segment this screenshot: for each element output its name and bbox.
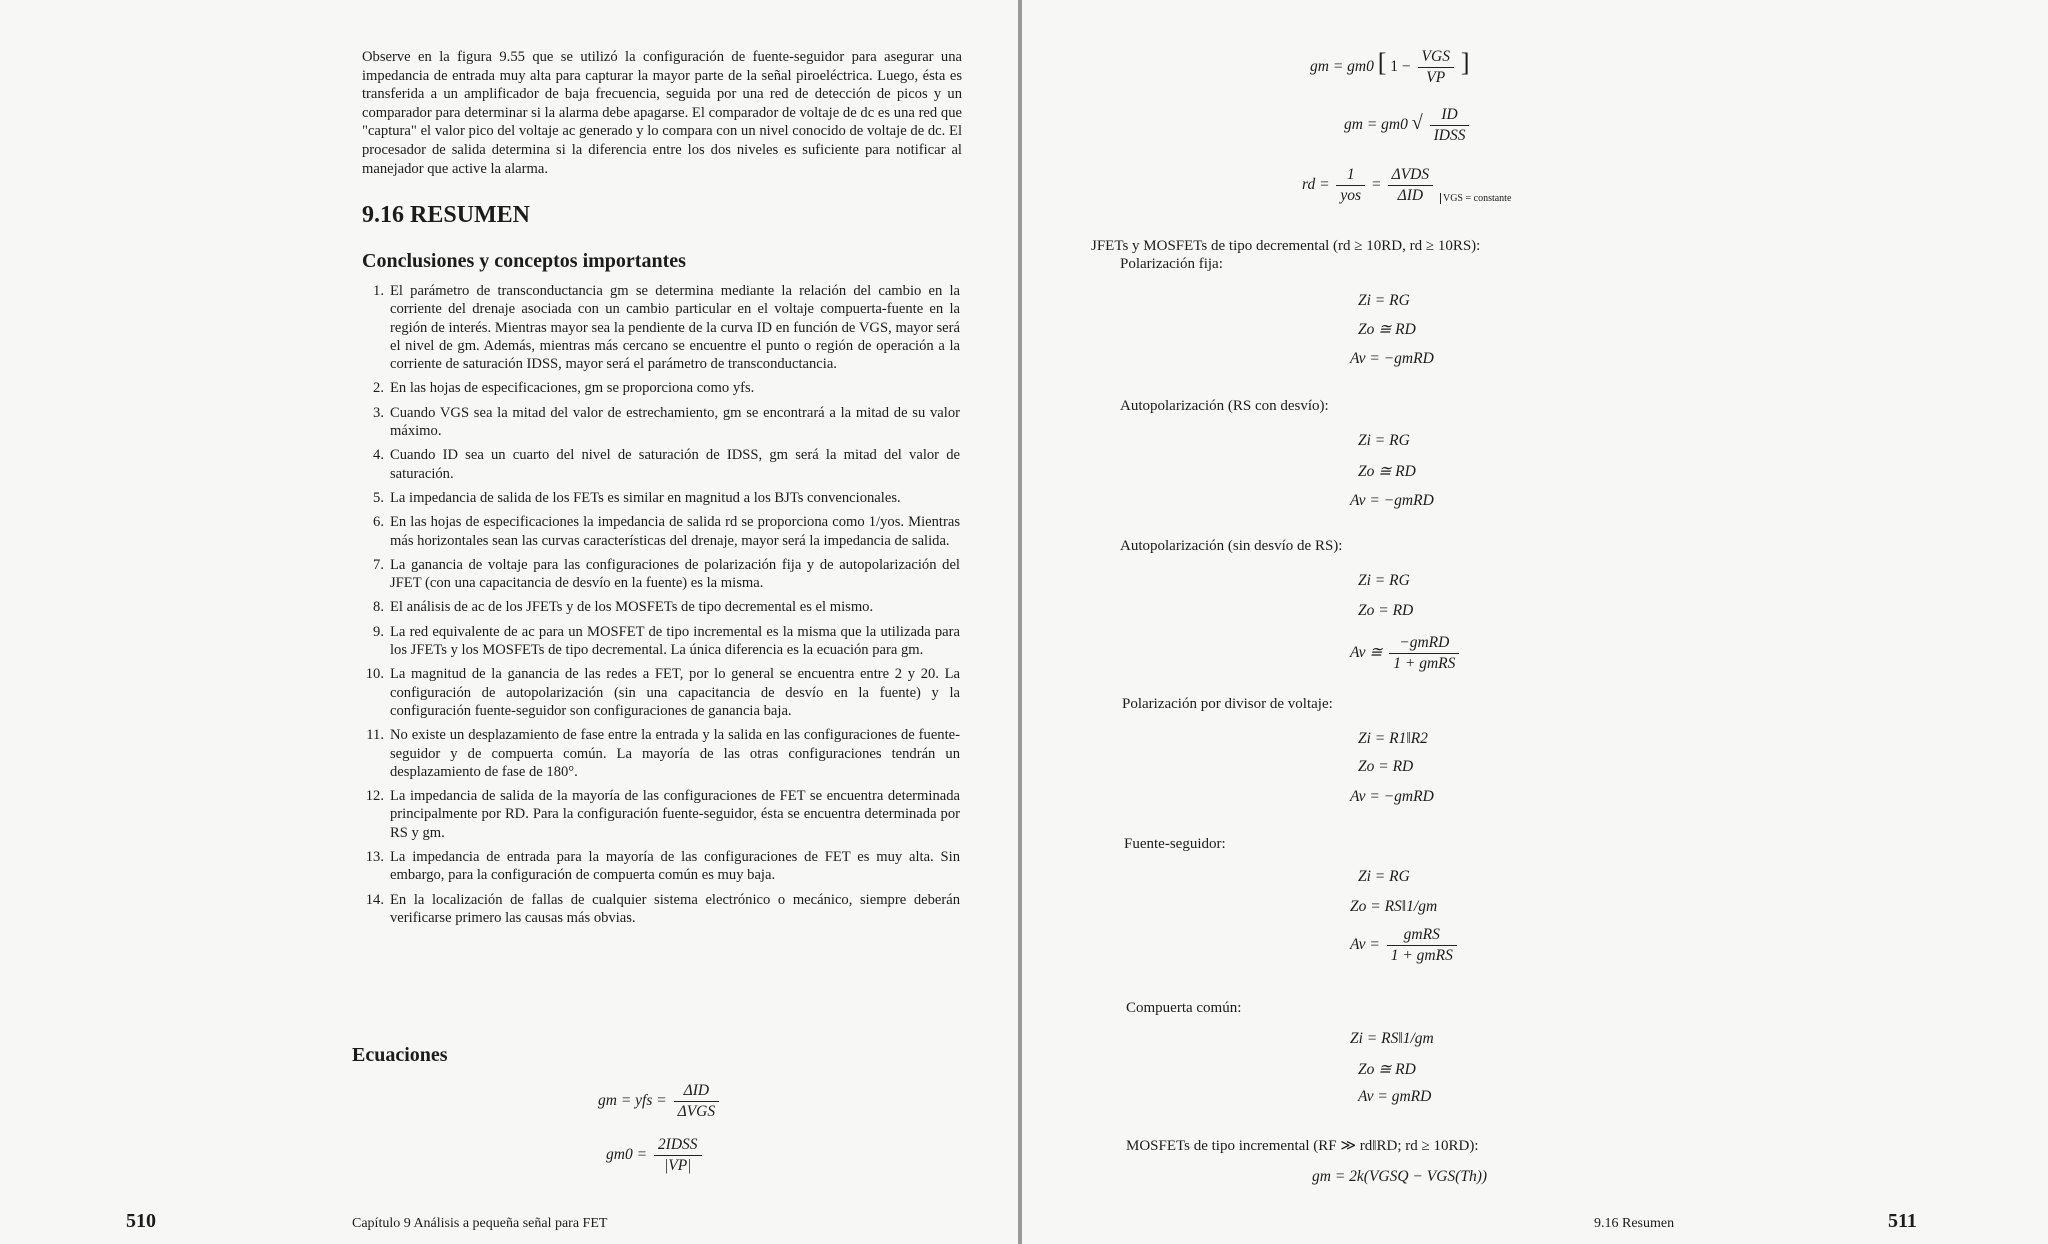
item-number: 4.: [373, 447, 384, 464]
conclusions-list: [362, 282, 960, 933]
denominator: ΔVGS: [677, 1103, 716, 1120]
item-number: 3.: [373, 404, 384, 421]
group-header: JFETs y MOSFETs de tipo decremental (rd ≥ 10RD, rd ≥ 10RS):: [1091, 238, 1481, 254]
fraction: [674, 1082, 720, 1121]
eq-zi: Zi = RG: [1358, 572, 1410, 589]
item-number: 12.: [365, 788, 384, 805]
equation-gm-sqrt: gm = gm0 √ $\frac{ID}{\text{IDSS}}$: [1344, 106, 1472, 145]
numerator: ID: [1430, 106, 1470, 126]
eq-zi: Zi = R1‖R2: [1358, 730, 1428, 747]
equations-title: Ecuaciones: [352, 1044, 448, 1066]
numerator: ΔID: [674, 1082, 720, 1102]
item-text: En las hojas de especificaciones la impedancia de salida rd se proporciona como 1/yos. Mientras más horizontales sean las curvas características del drenaje, mayor será la impedancia de salida.: [390, 514, 960, 549]
eq-zo: Zo ≅ RD: [1358, 321, 1416, 338]
item-text: La red equivalente de ac para un MOSFET de tipo incremental es la misma que la utilizada para los JFETs y los MOSFETs de tipo decremental. La única diferencia es la ecuación para gm.: [390, 623, 960, 659]
item-text: El parámetro de transconductancia gm se determina mediante la relación del cambio en la corriente del drenaje asociada con un cambio particular en el voltaje compuerta-fuente en la región de interés. Mientras mayor sea la pendiente de la curva ID en función de VGS, mayor será el nivel de gm. Además, mientras más cercano se encuentre el punto o región de operación a la corriente de saturación IDSS, mayor será el parámetro de transconductancia.: [390, 283, 960, 373]
eq-av: [1350, 926, 1460, 965]
condition-text: VGS = constante: [1440, 193, 1511, 204]
eq-lhs: Av ≅: [1350, 644, 1383, 662]
right-page: [1022, 0, 2048, 1244]
item-text: En las hojas de especificaciones, gm se proporciona como yfs.: [390, 380, 755, 397]
denominator: yos: [1340, 187, 1362, 204]
item-number: 9.: [373, 623, 384, 640]
list-item: [362, 404, 960, 441]
eq-av: Av = −gmRD: [1350, 788, 1434, 805]
incremental-header: MOSFETs de tipo incremental (RF ≫ rd‖RD; rd ≥ 10RD):: [1126, 1138, 1479, 1154]
numerator: −gmRD: [1389, 634, 1459, 654]
block-label: Polarización por divisor de voltaje:: [1122, 696, 1333, 712]
fraction: [1389, 634, 1459, 673]
block-label: Autopolarización (RS con desvío):: [1120, 398, 1329, 414]
item-text: Cuando VGS sea la mitad del valor de estrechamiento, gm se encontrará a la mitad de su valor máximo.: [390, 404, 960, 440]
item-number: 11.: [366, 727, 384, 744]
list-item: [362, 489, 960, 507]
eq-av: Av = −gmRD: [1350, 492, 1434, 509]
eq-zi: Zi = RG: [1358, 432, 1410, 449]
item-number: 1.: [373, 283, 384, 299]
item-text: La magnitud de la ganancia de las redes a FET, por lo general se encuentra entre 2 y 20. La configuración de autopolarización (sin una capacitancia de desvío en la fuente) y la configuración fuente-seguidor son configuraciones de ganancia baja.: [390, 666, 960, 719]
running-head-left: Capítulo 9 Análisis a pequeña señal para FET: [352, 1216, 608, 1231]
eq-lhs: gm = gm0: [1310, 58, 1374, 76]
denominator: 1 + gmRS: [1393, 655, 1456, 672]
list-item: [362, 446, 960, 483]
eq-lhs: gm0 =: [606, 1146, 648, 1164]
fraction: [654, 1136, 702, 1175]
list-item: [362, 848, 960, 885]
list-item: [362, 556, 960, 593]
eq-incremental-gm: gm = 2k(VGSQ − VGS(Th)): [1312, 1168, 1488, 1185]
denominator: IDSS: [1433, 127, 1466, 144]
list-item: [362, 282, 960, 373]
eq-av: Av = gmRD: [1358, 1088, 1432, 1105]
numerator: 1: [1336, 166, 1365, 186]
fraction: [1418, 48, 1454, 87]
denominator: 1 + gmRS: [1390, 947, 1453, 964]
eq-av: [1350, 634, 1462, 673]
numerator: VGS: [1418, 48, 1454, 68]
item-text: El análisis de ac de los JFETs y de los MOSFETs de tipo decremental es el mismo.: [390, 599, 874, 616]
list-item: [362, 891, 960, 928]
list-item: [362, 787, 960, 842]
eq-zo: Zo = RD: [1358, 602, 1414, 619]
denominator: ΔID: [1397, 187, 1424, 204]
fraction: [1430, 106, 1470, 145]
eq-zo: Zo ≅ RD: [1358, 463, 1416, 480]
eq-lhs: gm = yfs =: [598, 1092, 667, 1110]
item-number: 2.: [373, 380, 384, 397]
fraction: [1388, 166, 1434, 205]
fraction: [1387, 926, 1457, 965]
item-number: 10.: [365, 666, 384, 683]
item-number: 7.: [373, 556, 384, 573]
eq-zo: Zo = RD: [1358, 758, 1414, 775]
item-text: La ganancia de voltaje para las configuraciones de polarización fija y de autopolarización del JFET (con una capacitancia de desvío en la fuente) es la misma.: [390, 556, 960, 592]
numerator: 2IDSS: [654, 1136, 702, 1156]
book-spine: [1018, 0, 1022, 1244]
eq-zi: Zi = RG: [1358, 868, 1410, 885]
eq-lhs: Av =: [1350, 936, 1380, 954]
list-item: [362, 513, 960, 550]
item-text: La impedancia de salida de los FETs es similar en magnitud a los BJTs convencionales.: [390, 489, 901, 506]
item-text: En la localización de fallas de cualquier sistema electrónico o mecánico, siempre deberán verificarse primero las causas más obvias.: [390, 891, 960, 926]
subsection-title: Conclusiones y conceptos importantes: [362, 250, 686, 272]
block-label: Polarización fija:: [1120, 256, 1223, 272]
item-text: La impedancia de salida de la mayoría de las configuraciones de FET se encuentra determinada principalmente por RD. Para la configuración fuente-seguidor, ésta se encuentra determinada por RS y gm.: [390, 788, 960, 841]
denominator: VP: [1426, 69, 1446, 86]
eq-zo: Zo = RS‖1/gm: [1350, 898, 1438, 915]
page-number-left: 510: [126, 1210, 156, 1232]
block-label: Compuerta común:: [1126, 1000, 1242, 1016]
section-title: 9.16 RESUMEN: [362, 202, 531, 228]
denominator: |VP|: [663, 1157, 692, 1174]
eq-lhs: rd =: [1302, 176, 1330, 194]
eq-lhs: gm = gm0: [1344, 116, 1408, 134]
numerator: gmRS: [1387, 926, 1457, 946]
item-number: 8.: [373, 599, 384, 616]
item-number: 13.: [365, 849, 384, 866]
equation-gm: [598, 1082, 722, 1121]
item-text: Cuando ID sea un cuarto del nivel de saturación de IDSS, gm será la mitad del valor de saturación.: [390, 447, 960, 482]
block-label: Autopolarización (sin desvío de RS):: [1120, 538, 1343, 554]
item-number: 5.: [373, 489, 384, 506]
eq-av: Av = −gmRD: [1350, 350, 1434, 367]
fraction: [1336, 166, 1365, 205]
list-item: [362, 665, 960, 720]
list-item: [362, 623, 960, 660]
item-text: No existe un desplazamiento de fase entre la entrada y la salida en las configuraciones de fuente-seguidor y de compuerta común. La mayoría de las otras configuraciones tendrán un desplazamiento de fase de 180°.: [390, 727, 960, 780]
item-number: 14.: [365, 891, 384, 908]
list-item: [362, 379, 960, 397]
intro-paragraph: Observe en la figura 9.55 que se utilizó la configuración de fuente-seguidor para asegurar una impedancia de entrada muy alta para capturar la mayor parte de la señal piroeléctrica. Luego, ésta es transferida a un amplificador de baja frecuencia, seguida por una red de detección de picos y un comparador para determinar si la alarma debe apagarse. El comparador de voltaje de dc es una red que "captura" el valor pico del voltaje ac generado y lo compara con un nivel conocido de voltaje de dc. El procesador de salida determina si la diferencia entre los dos niveles es suficiente para notificar al manejador que active la alarma.: [362, 49, 962, 177]
list-item: [362, 726, 960, 781]
eq-zi: Zi = RS‖1/gm: [1350, 1030, 1434, 1047]
list-item: [362, 598, 960, 616]
eq-zi: Zi = RG: [1358, 292, 1410, 309]
item-text: La impedancia de entrada para la mayoría de las configuraciones de FET es muy alta. Sin embargo, para la configuración de compuerta común es muy baja.: [390, 849, 960, 884]
equation-gm0: [606, 1136, 705, 1175]
page-number-right: 511: [1888, 1210, 1917, 1232]
item-number: 6.: [373, 514, 384, 531]
equation-gm-vgs: gm = gm0 [ 1 − $\frac{\text{VGS}}{VP}$ ]: [1310, 48, 1470, 86]
block-label: Fuente-seguidor:: [1124, 836, 1226, 852]
numerator: ΔVDS: [1388, 166, 1434, 186]
running-head-right: 9.16 Resumen: [1594, 1216, 1675, 1231]
equation-rd: rd = $\frac{1}{\text{yos}}$ = $\frac{\text{ΔVDS}}{\text{ΔID}}$ $_{VGS = constante}$: [1302, 166, 1512, 205]
eq-zo: Zo ≅ RD: [1358, 1061, 1416, 1078]
